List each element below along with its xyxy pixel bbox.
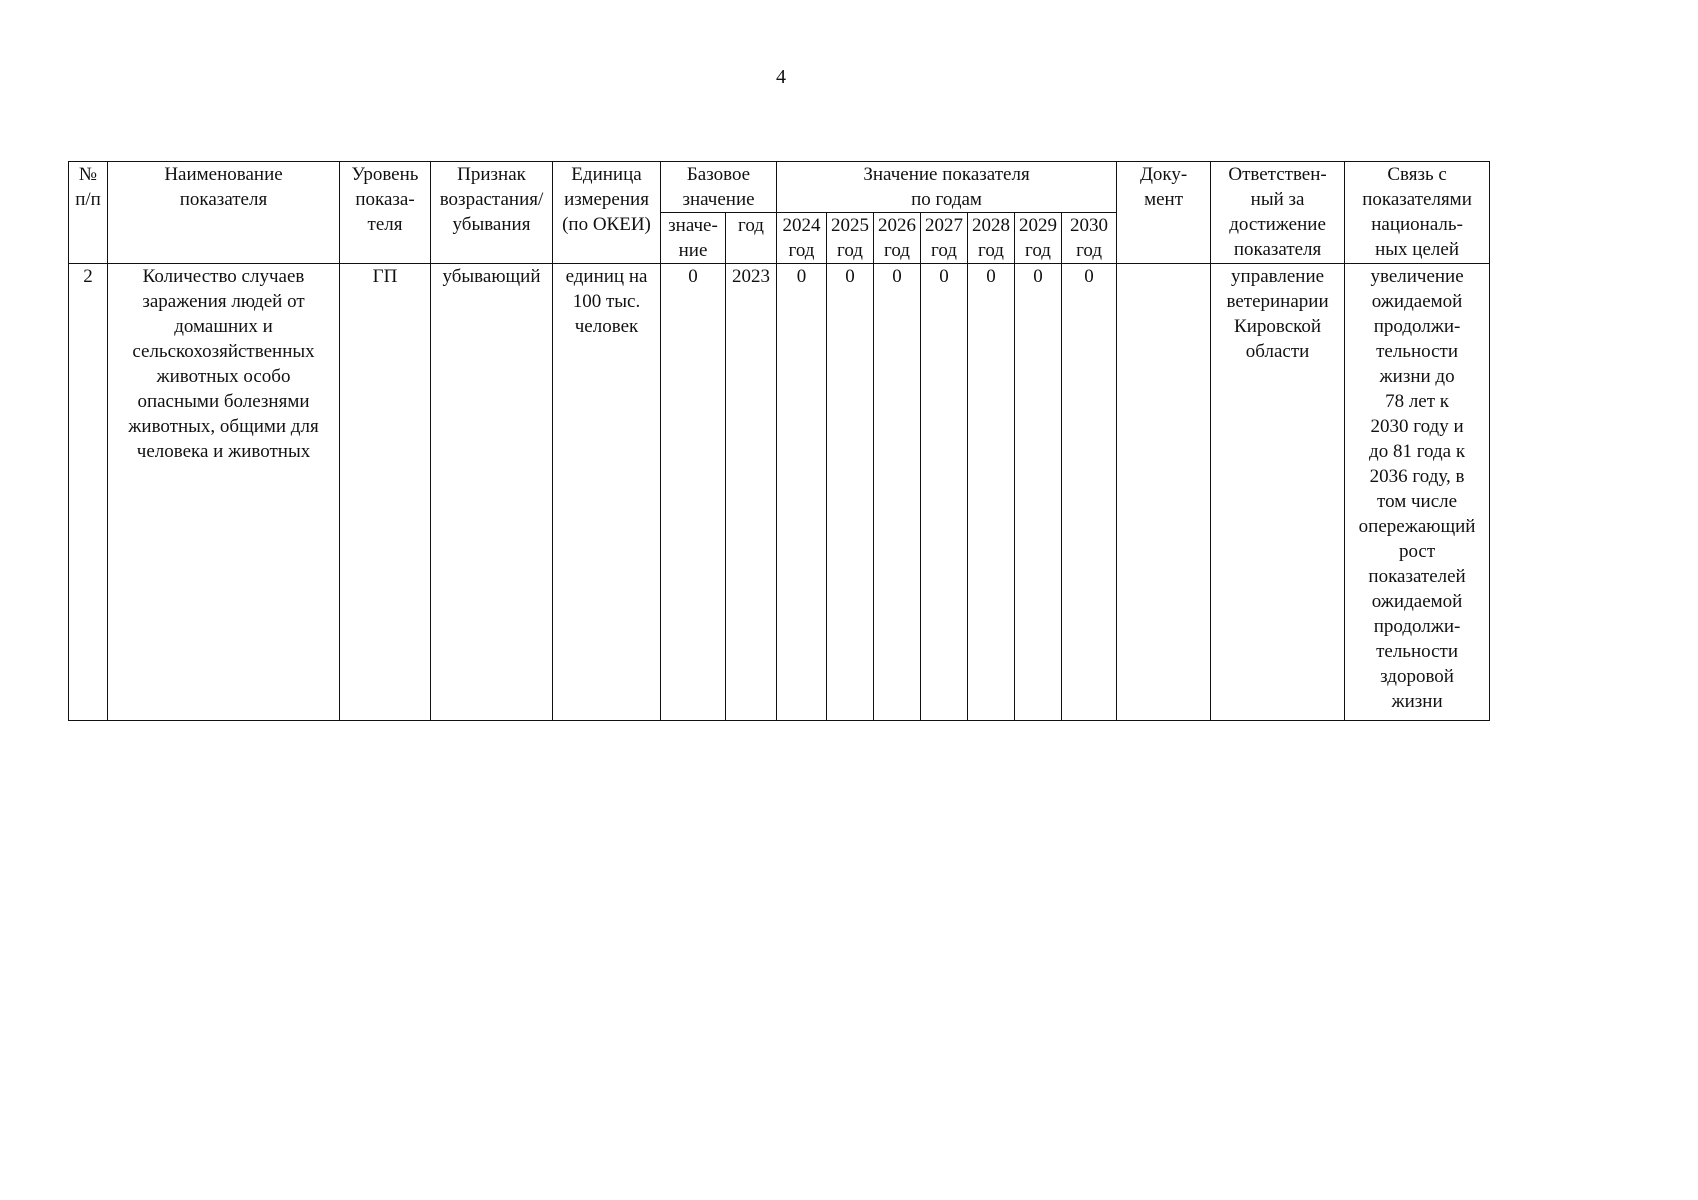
header-year-2030: 2030 год	[1062, 213, 1117, 264]
cell-value-2029: 0	[1015, 264, 1062, 721]
header-trend: Признак возрастания/ убывания	[431, 162, 553, 264]
header-level: Уровень показа- теля	[340, 162, 431, 264]
header-link: Связь с показателями националь- ных целей	[1345, 162, 1490, 264]
cell-base-value: 0	[661, 264, 726, 721]
cell-value-2026: 0	[874, 264, 921, 721]
cell-level: ГП	[340, 264, 431, 721]
header-year-2026: 2026 год	[874, 213, 921, 264]
header-responsible: Ответствен- ный за достижение показателя	[1211, 162, 1345, 264]
header-document: Доку- мент	[1117, 162, 1211, 264]
page-number: 4	[776, 66, 786, 88]
cell-responsible: управление ветеринарии Кировской области	[1211, 264, 1345, 721]
header-by-years: Значение показателя по годам	[777, 162, 1117, 213]
cell-num: 2	[69, 264, 108, 721]
cell-document	[1117, 264, 1211, 721]
cell-value-2027: 0	[921, 264, 968, 721]
header-name: Наименование показателя	[108, 162, 340, 264]
cell-value-2024: 0	[777, 264, 827, 721]
cell-unit: единиц на 100 тыс. человек	[553, 264, 661, 721]
cell-name: Количество случаев заражения людей от домашних и сельскохозяйственных животных особо опасными болезнями животных, общими для человека и животных	[108, 264, 340, 721]
cell-value-2025: 0	[827, 264, 874, 721]
cell-trend: убывающий	[431, 264, 553, 721]
header-year-2027: 2027 год	[921, 213, 968, 264]
cell-link: увеличение ожидаемой продолжи- тельности жизни до 78 лет к 2030 году и до 81 года к 2036 году, в том числе опережающий рост показателей ожидаемой продолжи- тельности здоровой жизни	[1345, 264, 1490, 721]
header-year-2028: 2028 год	[968, 213, 1015, 264]
cell-value-2030: 0	[1062, 264, 1117, 721]
header-base-year: год	[726, 213, 777, 264]
cell-value-2028: 0	[968, 264, 1015, 721]
table-row	[69, 264, 1490, 721]
header-year-2029: 2029 год	[1015, 213, 1062, 264]
indicators-table	[68, 161, 1490, 721]
header-unit: Единица измерения (по ОКЕИ)	[553, 162, 661, 264]
cell-base-year: 2023	[726, 264, 777, 721]
header-year-2025: 2025 год	[827, 213, 874, 264]
header-year-2024: 2024 год	[777, 213, 827, 264]
header-base: Базовое значение	[661, 162, 777, 213]
header-num: № п/п	[69, 162, 108, 264]
header-base-value: значе- ние	[661, 213, 726, 264]
